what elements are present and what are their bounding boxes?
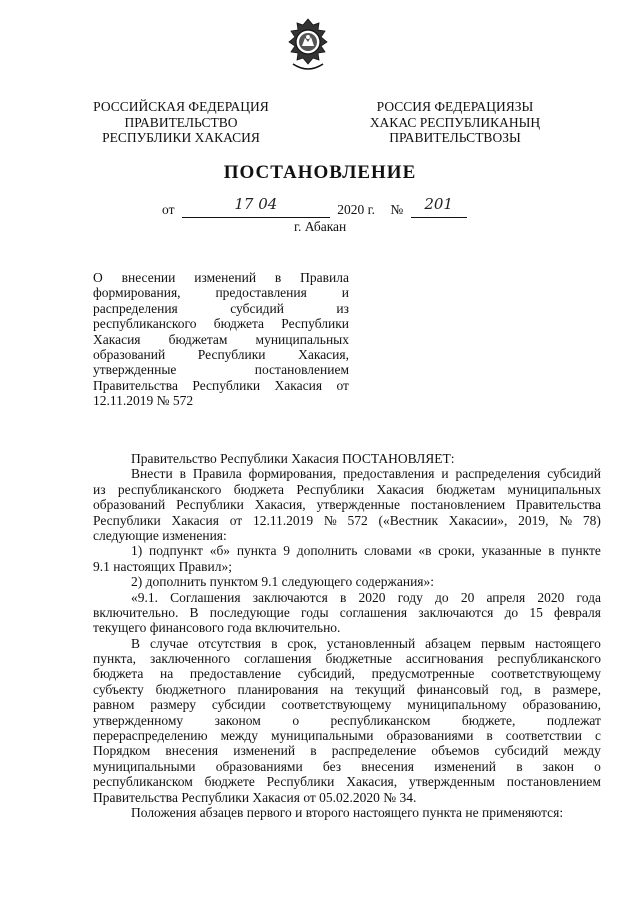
word: соответствии bbox=[505, 728, 582, 744]
word: году bbox=[397, 589, 423, 605]
word: республиканском bbox=[93, 774, 193, 790]
word: первым bbox=[481, 635, 525, 651]
word: планирования bbox=[237, 681, 319, 697]
word: заключенного bbox=[150, 651, 231, 667]
word: Республики bbox=[296, 481, 365, 497]
subject-line bbox=[93, 301, 349, 316]
word: соответствующему bbox=[281, 697, 392, 713]
word: до bbox=[435, 589, 449, 605]
word: 15 bbox=[529, 604, 543, 620]
body-line bbox=[93, 697, 601, 712]
word: республиканском bbox=[330, 712, 431, 728]
word: в bbox=[271, 635, 278, 651]
subject-line bbox=[93, 332, 349, 347]
header-right-line: ХАКАС РЕСПУБЛИКАНЫҢ bbox=[369, 114, 541, 130]
word: субсидий bbox=[547, 466, 601, 482]
word: равном bbox=[93, 697, 135, 713]
word: отсутствия bbox=[198, 635, 262, 651]
document-title: ПОСТАНОВЛЕНИЕ bbox=[223, 162, 417, 183]
word: Хакасия bbox=[93, 331, 141, 347]
word: формирования, bbox=[93, 285, 181, 301]
word: бюджете bbox=[204, 774, 255, 790]
word: финансовый bbox=[416, 681, 489, 697]
word: бюджета bbox=[233, 481, 285, 497]
word: пункте bbox=[561, 543, 601, 559]
word: 2020 bbox=[358, 589, 386, 605]
word: на bbox=[330, 681, 344, 697]
subject-line bbox=[93, 347, 349, 362]
word: заключаются bbox=[418, 604, 494, 620]
word: пункта, bbox=[93, 651, 137, 667]
body-line bbox=[93, 513, 601, 528]
body-line bbox=[93, 466, 601, 481]
word: 1) bbox=[131, 543, 143, 559]
word: В bbox=[131, 635, 141, 651]
word: в bbox=[548, 543, 555, 559]
word: 9 bbox=[283, 543, 290, 559]
body-line bbox=[93, 543, 601, 558]
word: Внести bbox=[131, 466, 173, 482]
word: в bbox=[310, 743, 317, 759]
word: Хакасия, bbox=[254, 497, 306, 513]
word: размеру bbox=[150, 697, 196, 713]
word: республиканского bbox=[497, 651, 601, 667]
word: бюджете, bbox=[461, 712, 516, 728]
word: указанные bbox=[481, 543, 542, 559]
word: формирования, bbox=[248, 466, 337, 482]
word: В bbox=[189, 604, 199, 620]
word: без bbox=[322, 758, 342, 774]
word: Хакасия, bbox=[346, 774, 398, 790]
word: объемов bbox=[431, 743, 480, 759]
word: года bbox=[576, 589, 601, 605]
body-line bbox=[93, 682, 601, 697]
body-line bbox=[93, 482, 601, 497]
word: Правительства bbox=[516, 497, 601, 513]
word: срок, bbox=[287, 635, 317, 651]
word: бюджета bbox=[213, 316, 265, 332]
word: предоставления bbox=[343, 466, 435, 482]
header-left-line: ПРАВИТЕЛЬСТВО bbox=[124, 114, 238, 130]
date-line bbox=[162, 195, 467, 219]
body-line: Правительство Республики Хакасия ПОСТАНОВЛЯЕТ: bbox=[131, 451, 455, 466]
body-line bbox=[93, 497, 601, 512]
word: сроки, bbox=[438, 543, 475, 559]
word: о bbox=[292, 712, 300, 728]
word: изменений bbox=[434, 758, 496, 774]
word: субъекту bbox=[93, 681, 144, 697]
subject-line bbox=[93, 270, 349, 285]
word: образований bbox=[93, 497, 166, 513]
word: дополнить bbox=[296, 543, 358, 559]
body-line bbox=[93, 666, 601, 681]
word: из bbox=[336, 300, 349, 316]
body-line: текущего финансового года включительно. bbox=[93, 620, 341, 636]
subject-line bbox=[93, 316, 349, 331]
word: О bbox=[93, 270, 103, 285]
word: распределения bbox=[455, 466, 541, 482]
body-text bbox=[93, 451, 601, 820]
word: в bbox=[274, 270, 282, 285]
word: соглашения bbox=[244, 651, 312, 667]
word: субсидий bbox=[230, 300, 284, 316]
word: законом bbox=[214, 712, 261, 728]
word: пункта bbox=[236, 543, 277, 559]
body-line bbox=[93, 774, 601, 789]
body-line: следующие изменения: bbox=[93, 527, 227, 543]
word: субсидии bbox=[211, 697, 266, 713]
header-right-block bbox=[350, 99, 560, 146]
word: утвержденным bbox=[408, 774, 495, 790]
word: о bbox=[594, 758, 601, 774]
word: муниципальными bbox=[93, 758, 196, 774]
word: утвержденному bbox=[93, 712, 184, 728]
word: между bbox=[220, 728, 259, 744]
header-left-line: РОССИЙСКАЯ ФЕДЕРАЦИЯ bbox=[93, 99, 269, 114]
word: Соглашения bbox=[170, 589, 241, 605]
word: № bbox=[559, 512, 573, 528]
word: изменений bbox=[233, 743, 296, 759]
word: последующие bbox=[209, 604, 290, 620]
word: перераспределению bbox=[93, 728, 208, 744]
word: 78) bbox=[582, 512, 601, 528]
word: Хакасии», bbox=[448, 512, 508, 528]
word: Республики bbox=[281, 316, 349, 332]
word: февраля bbox=[554, 604, 601, 620]
word: образований bbox=[93, 347, 166, 363]
word: и bbox=[441, 466, 449, 482]
number-sign: № bbox=[390, 202, 404, 217]
header-left-block bbox=[76, 99, 286, 146]
word: Хакасия, bbox=[298, 347, 349, 363]
word: Республики bbox=[266, 774, 335, 790]
word: апреля bbox=[486, 589, 526, 605]
body-line bbox=[93, 605, 601, 620]
word: в bbox=[486, 728, 493, 744]
word: муниципальных bbox=[255, 331, 349, 347]
word: субсидий, bbox=[297, 666, 355, 682]
word: муниципальных bbox=[507, 481, 601, 497]
word: в bbox=[340, 589, 347, 605]
date-field bbox=[182, 195, 330, 218]
word: Правила bbox=[192, 466, 242, 482]
word: соответствующему bbox=[491, 666, 601, 682]
word: «в bbox=[418, 543, 432, 559]
word: 2019, bbox=[518, 512, 549, 528]
word: заключаются bbox=[252, 589, 328, 605]
word: «9.1. bbox=[131, 589, 158, 605]
body-line: Положения абзацев первого и второго настоящего пункта не применяются: bbox=[131, 804, 564, 820]
coat-of-arms-emblem bbox=[283, 16, 333, 76]
word: № bbox=[323, 512, 337, 528]
word: в bbox=[516, 758, 523, 774]
word: текущий bbox=[355, 681, 406, 697]
word: распределения bbox=[93, 300, 178, 316]
body-line bbox=[93, 651, 601, 666]
word: постановлением bbox=[506, 774, 601, 790]
word: Хакасия bbox=[376, 481, 424, 497]
word: ассигнования bbox=[405, 651, 484, 667]
word: образованиями bbox=[215, 758, 303, 774]
word: бюджета bbox=[93, 666, 144, 682]
header-right-line: ПРАВИТЕЛЬСТВОЗЫ bbox=[389, 130, 521, 145]
word: включительно. bbox=[93, 604, 179, 620]
word: Хакасия bbox=[274, 377, 323, 393]
word: предусмотренные bbox=[371, 666, 475, 682]
word: бюджетные bbox=[325, 651, 392, 667]
word: с bbox=[594, 728, 601, 744]
handwritten-date: 17 04 bbox=[234, 195, 278, 213]
body-line bbox=[93, 743, 601, 758]
word: настоящего bbox=[534, 635, 601, 651]
word: бюджетам bbox=[436, 481, 496, 497]
word: словами bbox=[364, 543, 412, 559]
word: утвержденные bbox=[316, 497, 400, 513]
word: на bbox=[160, 666, 174, 682]
body-line: Правительства Республики Хакасия от 05.02.2020 № 34. bbox=[93, 789, 417, 805]
word: год, bbox=[500, 681, 523, 697]
word: «б» bbox=[209, 543, 231, 559]
body-line bbox=[93, 590, 601, 605]
word: муниципальными bbox=[271, 728, 374, 744]
word: Правила bbox=[300, 270, 349, 285]
word: 12.11.2019 bbox=[252, 512, 314, 528]
word: образованию, bbox=[522, 697, 601, 713]
word: республиканского bbox=[117, 481, 222, 497]
word: случае bbox=[149, 635, 189, 651]
word: 2020 bbox=[537, 589, 565, 605]
word: годы bbox=[301, 604, 329, 620]
word: внесения bbox=[361, 758, 414, 774]
word: постановлением bbox=[254, 362, 349, 378]
word: Республики bbox=[192, 377, 261, 393]
number-field bbox=[411, 195, 467, 218]
word: закон bbox=[542, 758, 574, 774]
word: республиканского bbox=[93, 316, 197, 332]
subject-line bbox=[93, 362, 349, 377]
handwritten-number: 201 bbox=[424, 195, 453, 213]
word: в bbox=[534, 681, 541, 697]
word: подпункт bbox=[149, 543, 203, 559]
word: подлежат bbox=[546, 712, 601, 728]
word: от bbox=[229, 512, 243, 528]
subject-block bbox=[93, 270, 349, 409]
word: между bbox=[563, 743, 601, 759]
subject-line bbox=[93, 378, 349, 393]
body-line bbox=[93, 759, 601, 774]
word: субсидий bbox=[494, 743, 549, 759]
body-line: 2) дополнить пунктом 9.1 следующего содержания»: bbox=[131, 574, 435, 590]
word: предоставления bbox=[215, 285, 307, 301]
word: («Вестник bbox=[378, 512, 439, 528]
word: изменений bbox=[194, 270, 257, 285]
word: утвержденные bbox=[93, 362, 177, 378]
date-year: 2020 г. bbox=[337, 202, 375, 217]
word: установленный bbox=[326, 635, 416, 651]
subject-line: 12.11.2019 № 572 bbox=[93, 393, 194, 409]
word: и bbox=[341, 285, 349, 301]
word: размере, bbox=[552, 681, 601, 697]
header-left-line: РЕСПУБЛИКИ ХАКАСИЯ bbox=[102, 130, 260, 145]
word: до bbox=[504, 604, 519, 620]
word: предоставление bbox=[189, 666, 282, 682]
word: Республики bbox=[93, 512, 161, 528]
word: внесении bbox=[121, 270, 176, 285]
word: муниципальному bbox=[407, 697, 507, 713]
word: Республики bbox=[197, 347, 266, 363]
word: бюджетам bbox=[168, 331, 228, 347]
word: Республики bbox=[176, 497, 244, 513]
city-name: г. Абакан bbox=[294, 219, 347, 234]
subject-line bbox=[93, 285, 349, 300]
word: в bbox=[179, 466, 186, 482]
word: Правительства bbox=[93, 377, 178, 393]
word: распределение bbox=[331, 743, 417, 759]
word: абзацем bbox=[425, 635, 472, 651]
word: внесения bbox=[165, 743, 219, 759]
word: соглашения bbox=[339, 604, 408, 620]
word: 20 bbox=[460, 589, 475, 605]
date-prefix: от bbox=[162, 202, 175, 217]
body-line bbox=[93, 713, 601, 728]
word: постановлением bbox=[410, 497, 506, 513]
body-line: 9.1 настоящих Правил»; bbox=[93, 558, 232, 574]
word: 572 bbox=[347, 512, 368, 528]
word: Хакасия bbox=[171, 512, 219, 528]
word: из bbox=[93, 481, 106, 497]
word: бюджетного bbox=[155, 681, 226, 697]
body-line bbox=[93, 636, 601, 651]
header-right-line: РОССИЯ ФЕДЕРАЦИЯЗЫ bbox=[376, 99, 534, 114]
word: от bbox=[336, 377, 349, 393]
body-line bbox=[93, 728, 601, 743]
word: Порядком bbox=[93, 743, 151, 759]
word: образованиями bbox=[386, 728, 474, 744]
